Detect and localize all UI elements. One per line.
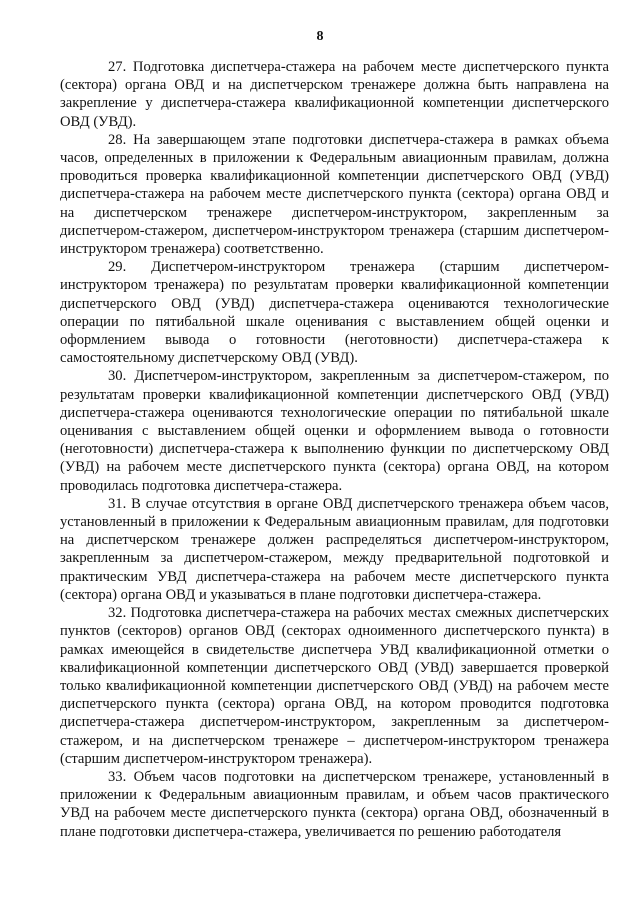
- paragraph-30: 30. Диспетчером-инструктором, закрепленным за диспетчером-стажером, по результатам проверки квалификационной компетенции диспетчерского ОВД (УВД) диспетчера-стажера оцениваются технологические операции по пятибальной шкале оценивания с выставлением общей оценки и оформлением вывода о готовности (неготовности) диспетчера-стажера к выполнению функции по диспетчерскому ОВД (УВД) на рабочем месте диспетчерского пункта (сектора) органа ОВД, на котором проводилась подготовка диспетчера-стажера.: [60, 368, 609, 494]
- document-body: [60, 58, 609, 841]
- paragraph-29: 29. Диспетчером-инструктором тренажера (старшим диспетчером-инструктором тренажера) по результатам проверки квалификационной компетенции диспетчерского ОВД (УВД) диспетчера-стажера оцениваются технологические операции по пятибальной шкале оценивания с выставлением общей оценки и оформлением вывода о готовности (неготовности) диспетчера-стажера к самостоятельному диспетчерскому ОВД (УВД).: [60, 259, 609, 367]
- paragraph-28: 28. На завершающем этапе подготовки диспетчера-стажера в рамках объема часов, определенных в приложении к Федеральным авиационным правилам, должна проводиться проверка квалификационной компетенции диспетчерского ОВД (УВД) диспетчера-стажера на рабочем месте диспетчерского пункта (сектора) органа ОВД и на диспетчерском тренажере диспетчером-инструктором, закрепленным за диспетчером-стажером, диспетчером-инструктором тренажера (старшим диспетчером-инструктором тренажера) соответственно.: [60, 131, 609, 258]
- paragraph-31: 31. В случае отсутствия в органе ОВД диспетчерского тренажера объем часов, установленный в приложении к Федеральным авиационным правилам, для подготовки на диспетчерском тренажере должен распределяться диспетчером-инструктором, закрепленным за диспетчером-стажером, между предварительной подготовкой и практическим УВД диспетчера-стажера на рабочем месте диспетчерского пункта (сектора) органа ОВД и указываться в плане подготовки диспетчера-стажера.: [60, 495, 609, 603]
- paragraph-27: 27. Подготовка диспетчера-стажера на рабочем месте диспетчерского пункта (сектора) органа ОВД и на диспетчерском тренажере должна быть направлена на закрепление у диспетчера-стажера квалификационной компетенции диспетчерского ОВД (УВД).: [60, 59, 609, 130]
- paragraph-33: 33. Объем часов подготовки на диспетчерском тренажере, установленный в приложении к Федеральным авиационным правилам, и объем часов практического УВД на рабочем месте диспетчерского пункта (сектора) органа ОВД, обозначенный в плане подготовки диспетчера-стажера, увеличивается по решению работодателя: [60, 768, 609, 840]
- paragraph-32: 32. Подготовка диспетчера-стажера на рабочих местах смежных диспетчерских пунктов (секторов) органов ОВД (секторах одноименного диспетчерского пункта) в рамках имеющейся в свидетельстве диспетчера УВД квалификационной отметки о квалификационной компетенции диспетчерского ОВД (УВД) завершается проверкой только квалификационной компетенции диспетчерского ОВД (УВД) на рабочем месте диспетчерского пункта (сектора) органа ОВД, на котором проводится подготовка диспетчера-стажера диспетчером-инструктором, закрепленным за диспетчером-стажером, и на диспетчерском тренажере – диспетчером-инструктором тренажера (старшим диспетчером-инструктором тренажера).: [60, 605, 609, 767]
- page-number: 8: [316, 29, 324, 44]
